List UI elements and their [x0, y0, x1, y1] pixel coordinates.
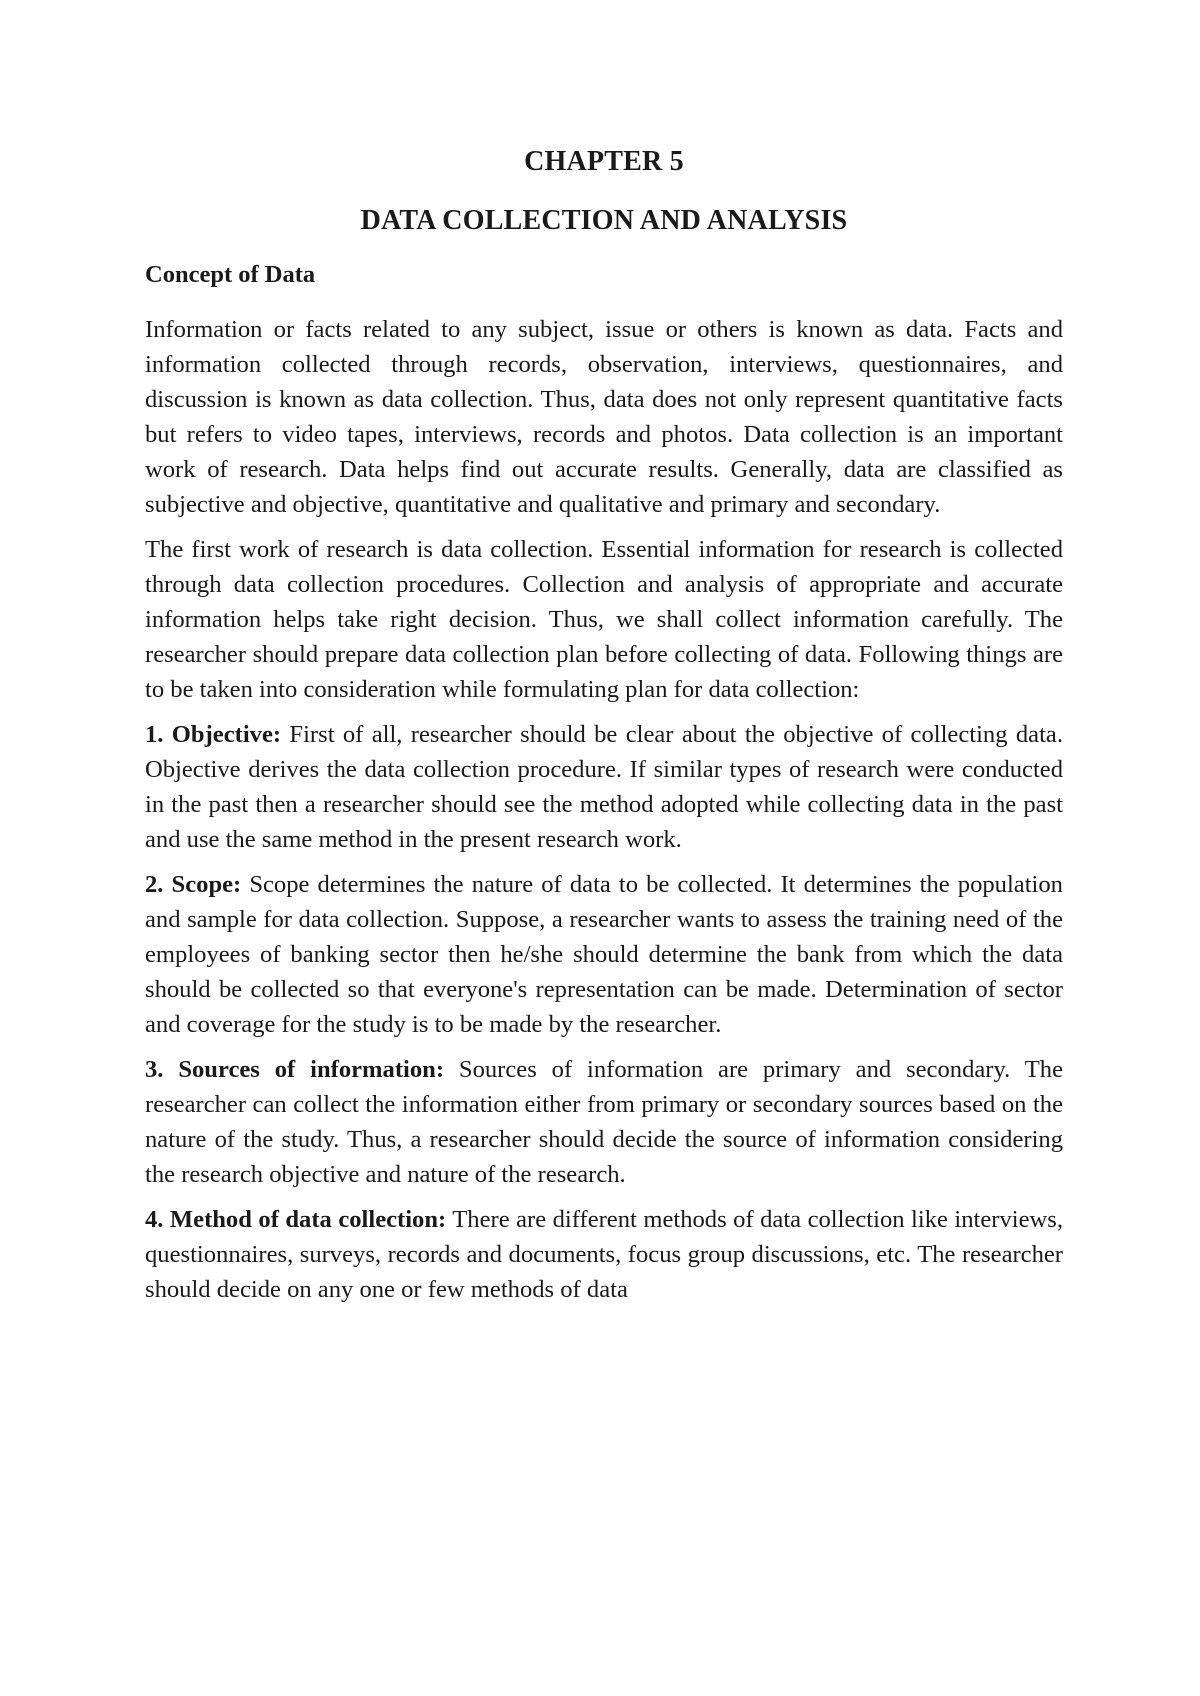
list-item-scope-text: Scope determines the nature of data to be collected. It determines the population and sample for data collection. Suppose, a researcher wants to assess the training need of the employees of banking sector then he/she should determine the bank from which the data should be collected so that everyone's representation can be made. Determination of sector and coverage for the study is to be made by the researcher. — [145, 871, 1063, 1038]
chapter-title: DATA COLLECTION AND ANALYSIS — [360, 205, 848, 236]
list-item-sources — [145, 1052, 1063, 1192]
list-item-objective-label: 1. Objective: — [145, 721, 282, 748]
list-item-method — [145, 1202, 1063, 1307]
paragraph-concept-of-data: Information or facts related to any subject, issue or others is known as data. Facts and information collected through records, observation, interviews, questionnaires, and discussion is known as data collection. Thus, data does not only represent quantitative facts but refers to video tapes, interviews, records and photos. Data collection is an important work of research. Data helps find out accurate results. Generally, data are classified as subjective and objective, quantitative and qualitative and primary and secondary. — [145, 316, 1063, 518]
list-item-sources-label: 3. Sources of information: — [145, 1056, 445, 1083]
list-item-scope-label: 2. Scope: — [145, 871, 242, 898]
list-item-scope — [145, 867, 1063, 1042]
list-item-method-text: There are different methods of data collection like interviews, questionnaires, surveys, records and documents, focus group discussions, etc. The researcher should decide on any one or few methods of data — [145, 1206, 1064, 1303]
list-item-sources-text: Sources of information are primary and secondary. The researcher can collect the information either from primary or secondary sources based on the nature of the study. Thus, a researcher should decide the source of information considering the research objective and nature of the research. — [145, 1056, 1063, 1188]
chapter-number: CHAPTER 5 — [524, 146, 684, 177]
paragraph-data-collection-plan: The first work of research is data collection. Essential information for research is collected through data collection procedures. Collection and analysis of appropriate and accurate information helps take right decision. Thus, we shall collect information carefully. The researcher should prepare data collection plan before collecting of data. Following things are to be taken into consideration while formulating plan for data collection: — [145, 536, 1063, 703]
list-item-objective-text: First of all, researcher should be clear about the objective of collecting data. Objective derives the data collection procedure. If similar types of research were conducted in the past then a researcher should see the method adopted while collecting data in the past and use the same method in the present research work. — [145, 721, 1063, 853]
list-item-method-label: 4. Method of data collection: — [145, 1206, 447, 1233]
document-body — [145, 312, 1063, 1317]
section-heading: Concept of Data — [145, 261, 316, 288]
list-item-objective — [145, 717, 1063, 857]
